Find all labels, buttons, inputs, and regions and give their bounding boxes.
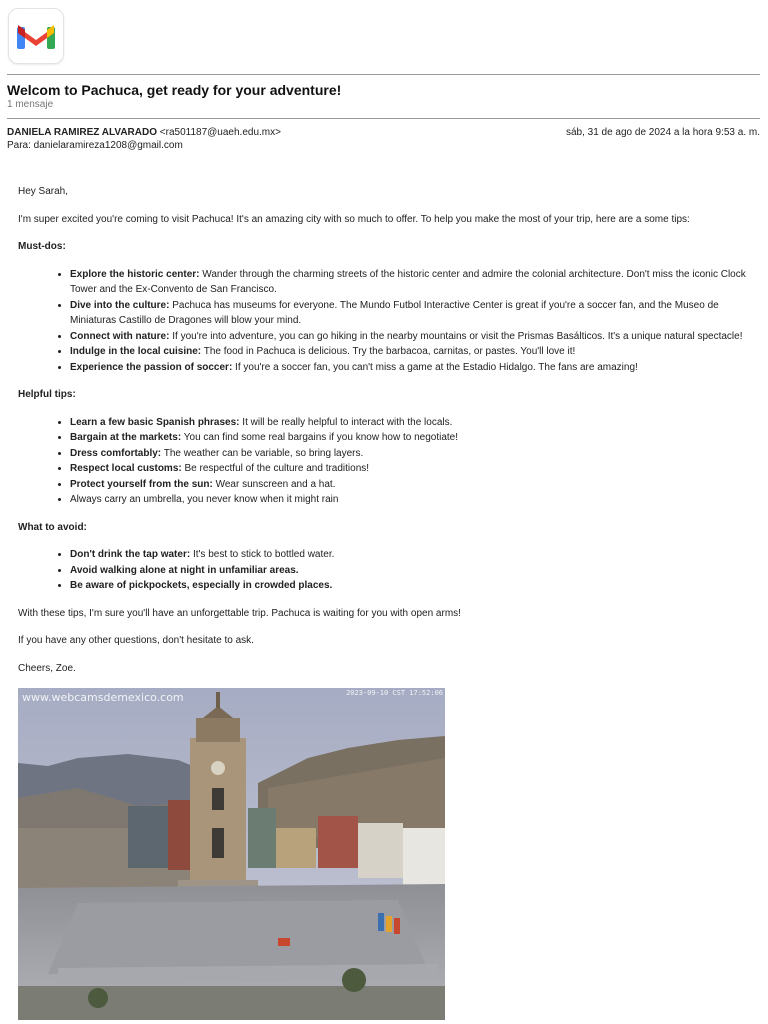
subject-divider bbox=[7, 118, 760, 119]
email-date: sáb, 31 de ago de 2024 a la hora 9:53 a. m. bbox=[565, 127, 760, 138]
list-item bbox=[70, 547, 748, 563]
item-text: If you're a soccer fan, you can't miss a game at the Estadio Hidalgo. The fans are amazing! bbox=[232, 361, 638, 373]
avoid-heading: What to avoid: bbox=[18, 521, 87, 533]
recipient: Para: danielaramireza1208@gmail.com bbox=[7, 140, 183, 151]
list-item bbox=[70, 578, 748, 594]
item-text: The weather can be variable, so bring layers. bbox=[161, 447, 364, 459]
item-title: Connect with nature: bbox=[70, 330, 170, 342]
item-text: If you're into adventure, you can go hiking in the nearby mountains or visit the Prismas Basálticos. It's a unique natural spectacle! bbox=[169, 330, 743, 342]
item-title: Explore the historic center: bbox=[70, 268, 200, 280]
item-title: Learn a few basic Spanish phrases: bbox=[70, 416, 240, 428]
item-title: Avoid walking alone at night in unfamiliar areas. bbox=[70, 564, 299, 576]
item-title: Indulge in the local cuisine: bbox=[70, 346, 202, 357]
list-item bbox=[70, 329, 748, 345]
avoid-list bbox=[18, 547, 748, 594]
message-count: 1 mensaje bbox=[7, 99, 54, 110]
questions-paragraph: If you have any other questions, don't hesitate to ask. bbox=[18, 635, 254, 646]
pachuca-clock-tower-photo[interactable] bbox=[18, 688, 445, 1020]
helpful-tips-heading: Helpful tips: bbox=[18, 389, 76, 400]
list-item bbox=[70, 563, 748, 579]
greeting: Hey Sarah, bbox=[18, 186, 69, 197]
closing-paragraph: With these tips, I'm sure you'll have an unforgettable trip. Pachuca is waiting for you with open arms! bbox=[18, 607, 461, 619]
must-dos-heading: Must-dos: bbox=[18, 241, 66, 252]
list-item bbox=[70, 477, 748, 493]
signoff: Cheers, Zoe. bbox=[18, 662, 76, 674]
header-divider bbox=[7, 74, 760, 75]
list-item bbox=[70, 415, 748, 431]
item-text: Pachuca has museums for everyone. The Mundo Futbol Interactive Center is great if you're a soccer fan, and the Museo de Miniaturas Castillo de Dragones will blow your mind. bbox=[70, 299, 719, 326]
list-item bbox=[70, 446, 748, 462]
item-text: Be respectful of the culture and traditions! bbox=[181, 463, 370, 474]
item-text: It will be really helpful to interact with the locals. bbox=[239, 416, 453, 428]
item-title: Bargain at the markets: bbox=[70, 432, 182, 443]
must-dos-list bbox=[18, 267, 748, 376]
item-title: Dress comfortably: bbox=[70, 447, 162, 459]
sender-name: DANIELA RAMIREZ ALVARADO bbox=[7, 127, 157, 138]
item-title: Protect yourself from the sun: bbox=[70, 478, 213, 490]
item-text: Always carry an umbrella, you never know when it might rain bbox=[70, 494, 339, 505]
photo-watermark: www.webcamsdemexico.com bbox=[22, 691, 184, 704]
sender bbox=[7, 127, 281, 138]
list-item bbox=[70, 360, 748, 376]
email-body bbox=[18, 184, 748, 688]
helpful-tips-list bbox=[18, 415, 748, 508]
sender-email[interactable]: <ra501187@uaeh.edu.mx> bbox=[159, 127, 281, 138]
list-item bbox=[70, 492, 748, 508]
list-item bbox=[70, 267, 748, 298]
item-text: It's best to stick to bottled water. bbox=[190, 549, 335, 560]
intro-paragraph: I'm super excited you're coming to visit Pachuca! It's an amazing city with so much to offer. To help you make the most of your trip, here are a some tips: bbox=[18, 213, 690, 225]
item-text: The food in Pachuca is delicious. Try the barbacoa, carnitas, or pastes. You'll love it! bbox=[201, 346, 576, 357]
list-item bbox=[70, 430, 748, 446]
item-title: Be aware of pickpockets, especially in crowded places. bbox=[70, 580, 333, 591]
item-text: Wander through the charming streets of the historic center and admire the colonial architecture. Don't miss the iconic Clock Tower and the Ex-Convento de San Francisco. bbox=[70, 268, 746, 295]
list-item bbox=[70, 344, 748, 360]
photo-illustration bbox=[18, 688, 445, 1020]
list-item bbox=[70, 298, 748, 329]
item-title: Dive into the culture: bbox=[70, 299, 170, 311]
item-text: Wear sunscreen and a hat. bbox=[212, 478, 336, 490]
gmail-logo bbox=[8, 8, 64, 64]
item-text: You can find some real bargains if you know how to negotiate! bbox=[181, 432, 459, 443]
item-title: Respect local customs: bbox=[70, 463, 182, 474]
photo-timestamp: 2023-09-10 CST 17:52:06 bbox=[346, 689, 443, 697]
item-title: Don't drink the tap water: bbox=[70, 549, 191, 560]
gmail-logo-icon bbox=[16, 21, 56, 51]
item-title: Experience the passion of soccer: bbox=[70, 361, 233, 373]
list-item bbox=[70, 461, 748, 477]
email-subject: Welcom to Pachuca, get ready for your adventure! bbox=[7, 82, 342, 98]
